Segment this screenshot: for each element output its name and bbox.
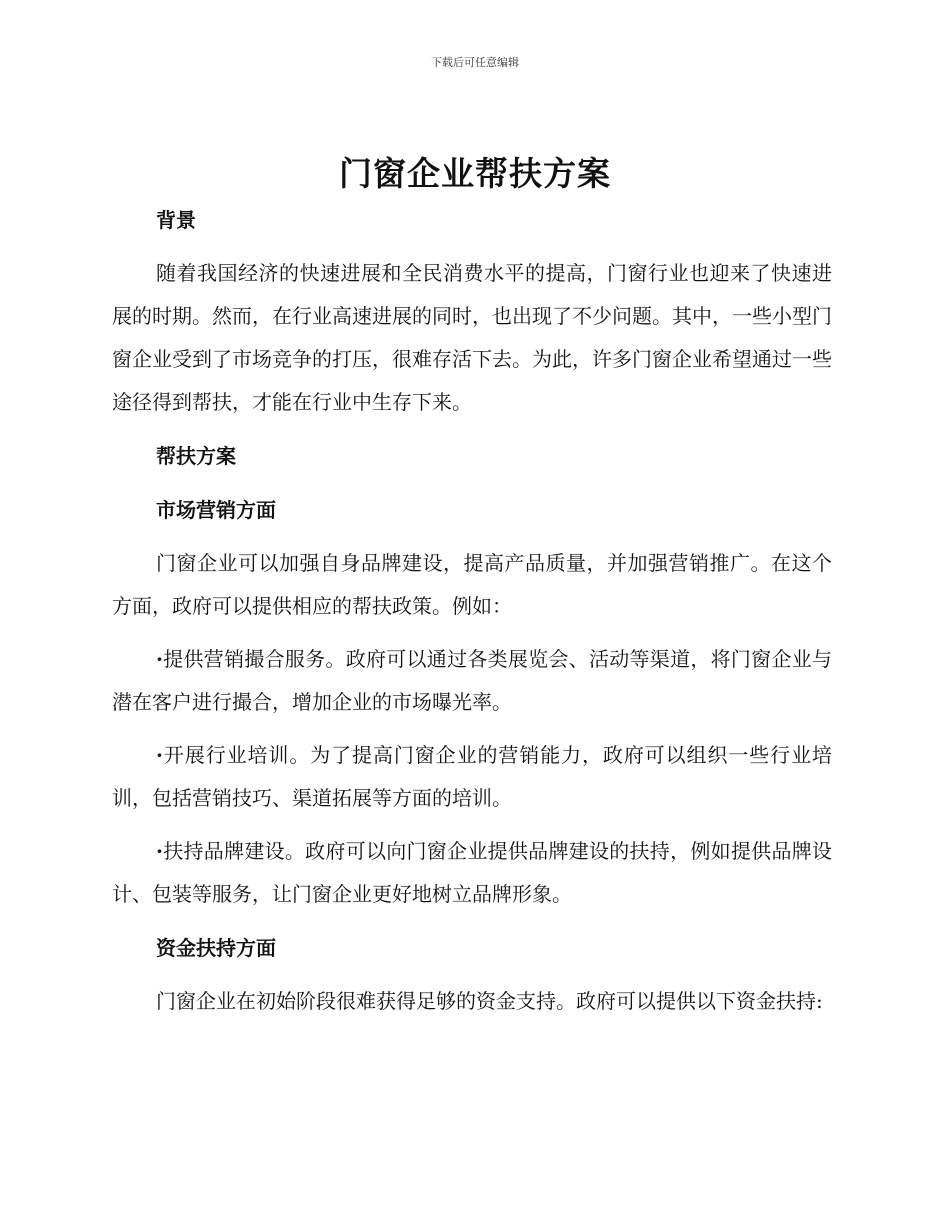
bullet-text: 开展行业培训。为了提高门窗企业的营销能力，政府可以组织一些行业培训，包括营销技巧、渠道拓展等方面的培训。 bbox=[112, 743, 832, 810]
background-heading: 背景 bbox=[156, 208, 196, 232]
funding-heading: 资金扶持方面 bbox=[156, 936, 276, 960]
marketing-paragraph: 门窗企业可以加强自身品牌建设，提高产品质量，并加强营销推广。在这个方面，政府可以提供相应的帮扶政策。例如： bbox=[112, 551, 832, 618]
bullet-marker: · bbox=[156, 743, 163, 767]
background-paragraph: 随着我国经济的快速进展和全民消费水平的提高，门窗行业也迎来了快速进展的时期。然而，在行业高速进展的同时，也出现了不少问题。其中，一些小型门窗企业受到了市场竞争的打压，很难存活下去。为此，许多门窗企业希望通过一些途径得到帮扶，才能在行业中生存下来。 bbox=[112, 261, 832, 414]
marketing-bullet-1 bbox=[112, 638, 832, 724]
marketing-bullet-3 bbox=[112, 830, 832, 916]
page-header-note: 下载后可任意编辑 bbox=[431, 56, 519, 69]
document-body bbox=[112, 198, 832, 1033]
plan-heading: 帮扶方案 bbox=[156, 444, 236, 468]
bullet-marker: · bbox=[156, 647, 163, 671]
bullet-marker: · bbox=[156, 839, 163, 863]
bullet-text: 扶持品牌建设。政府可以向门窗企业提供品牌建设的扶持，例如提供品牌设计、包装等服务，让门窗企业更好地树立品牌形象。 bbox=[112, 839, 832, 906]
marketing-heading: 市场营销方面 bbox=[156, 498, 276, 522]
marketing-bullet-2 bbox=[112, 734, 832, 820]
document-title: 门窗企业帮扶方案 bbox=[339, 154, 611, 193]
bullet-text: 提供营销撮合服务。政府可以通过各类展览会、活动等渠道，将门窗企业与潜在客户进行撮合，增加企业的市场曝光率。 bbox=[112, 647, 832, 714]
funding-paragraph: 门窗企业在初始阶段很难获得足够的资金支持。政府可以提供以下资金扶持: bbox=[156, 989, 823, 1013]
